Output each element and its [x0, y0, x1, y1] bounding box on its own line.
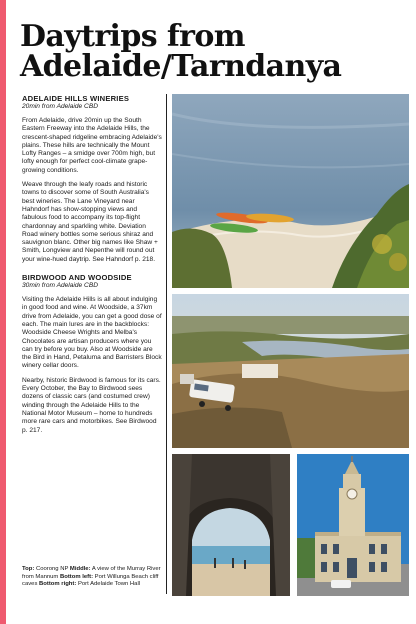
caption-label: Top: — [22, 566, 35, 572]
page-title — [20, 19, 410, 84]
photo-coorong-kayaks — [172, 94, 409, 288]
column-divider — [166, 94, 167, 594]
caption-text: A view of the Murray River from Mannum — [22, 566, 161, 580]
section-paragraph: Weave through the leafy roads and historic towns to discover some of South Australia's best wineries. The Lane Vineyard near Hahndorf has show-stopping views and fabulous food to accompany its top-flight chardonnay and sparkling white. Deviation Road winery bottles some serious shiraz and sauvignon blanc. Other big names like Shaw + Smith, Longview and Nepenthe will round out your wine-hued daytrip. See Hahndorf p. 218. — [22, 181, 158, 263]
page-title-line-1: Daytrips from — [20, 19, 245, 54]
page-title-line-2: Adelaide/Tarndanya — [20, 49, 342, 84]
photo-port-willunga-caves — [172, 454, 290, 596]
section-paragraph: From Adelaide, drive 20min up the South Eastern Freeway into the Adelaide Hills, the crescent-shaped ridgeline embracing Adelaide's plains. These hills are technically the Mount Lofty Ranges – a smidge over 700m high, but lofty enough for perfect cool-climate grape-growing conditions. — [22, 117, 162, 174]
caption-text: Coorong NP — [35, 566, 69, 572]
caption-label: Bottom right: — [39, 581, 77, 588]
accent-edge-bar — [0, 0, 6, 624]
section-travel-time: 20min from Adelaide CBD — [22, 103, 98, 110]
photo-caption — [22, 566, 162, 589]
section-travel-time: 30min from Adelaide CBD — [22, 282, 98, 290]
section-paragraph: Visiting the Adelaide Hills is all about indulging in good food and wine. At Woodside, a 37km drive from Adelaide, you can get a good dose of each. The main lures are in the backblocks: Woodside Cheese Wrights and Melba's Chocolates are artisan producers where you can try before you buy. Also at Woodside are the Bird in Hand, Petaluma and Barristers Block winery cellar doors. — [22, 296, 162, 370]
caption-text: Port Adelaide Town Hall — [77, 581, 141, 588]
caption-label: Bottom left: — [59, 573, 94, 580]
section-birdwood-woodside — [22, 273, 162, 435]
caption-text: Port Willunga Beach cliff caves — [22, 573, 159, 588]
photo-port-adelaide-town-hall — [297, 454, 409, 596]
caption-label: Middle: — [69, 566, 91, 572]
section-adelaide-hills — [22, 94, 162, 264]
photo-murray-river — [172, 294, 409, 448]
section-heading: BIRDWOOD AND WOODSIDE — [22, 273, 132, 283]
section-paragraph: Nearby, historic Birdwood is famous for its cars. Every October, the Bay to Birdwood sees dozens of classic cars (and costumed crew) winding through the Adelaide Hills to the National Motor Museum – home to hundreds more rare cars and motorbikes. See Birdwood p. 217. — [22, 376, 161, 434]
article-column — [22, 94, 162, 441]
section-heading: ADELAIDE HILLS WINERIES — [22, 94, 130, 103]
